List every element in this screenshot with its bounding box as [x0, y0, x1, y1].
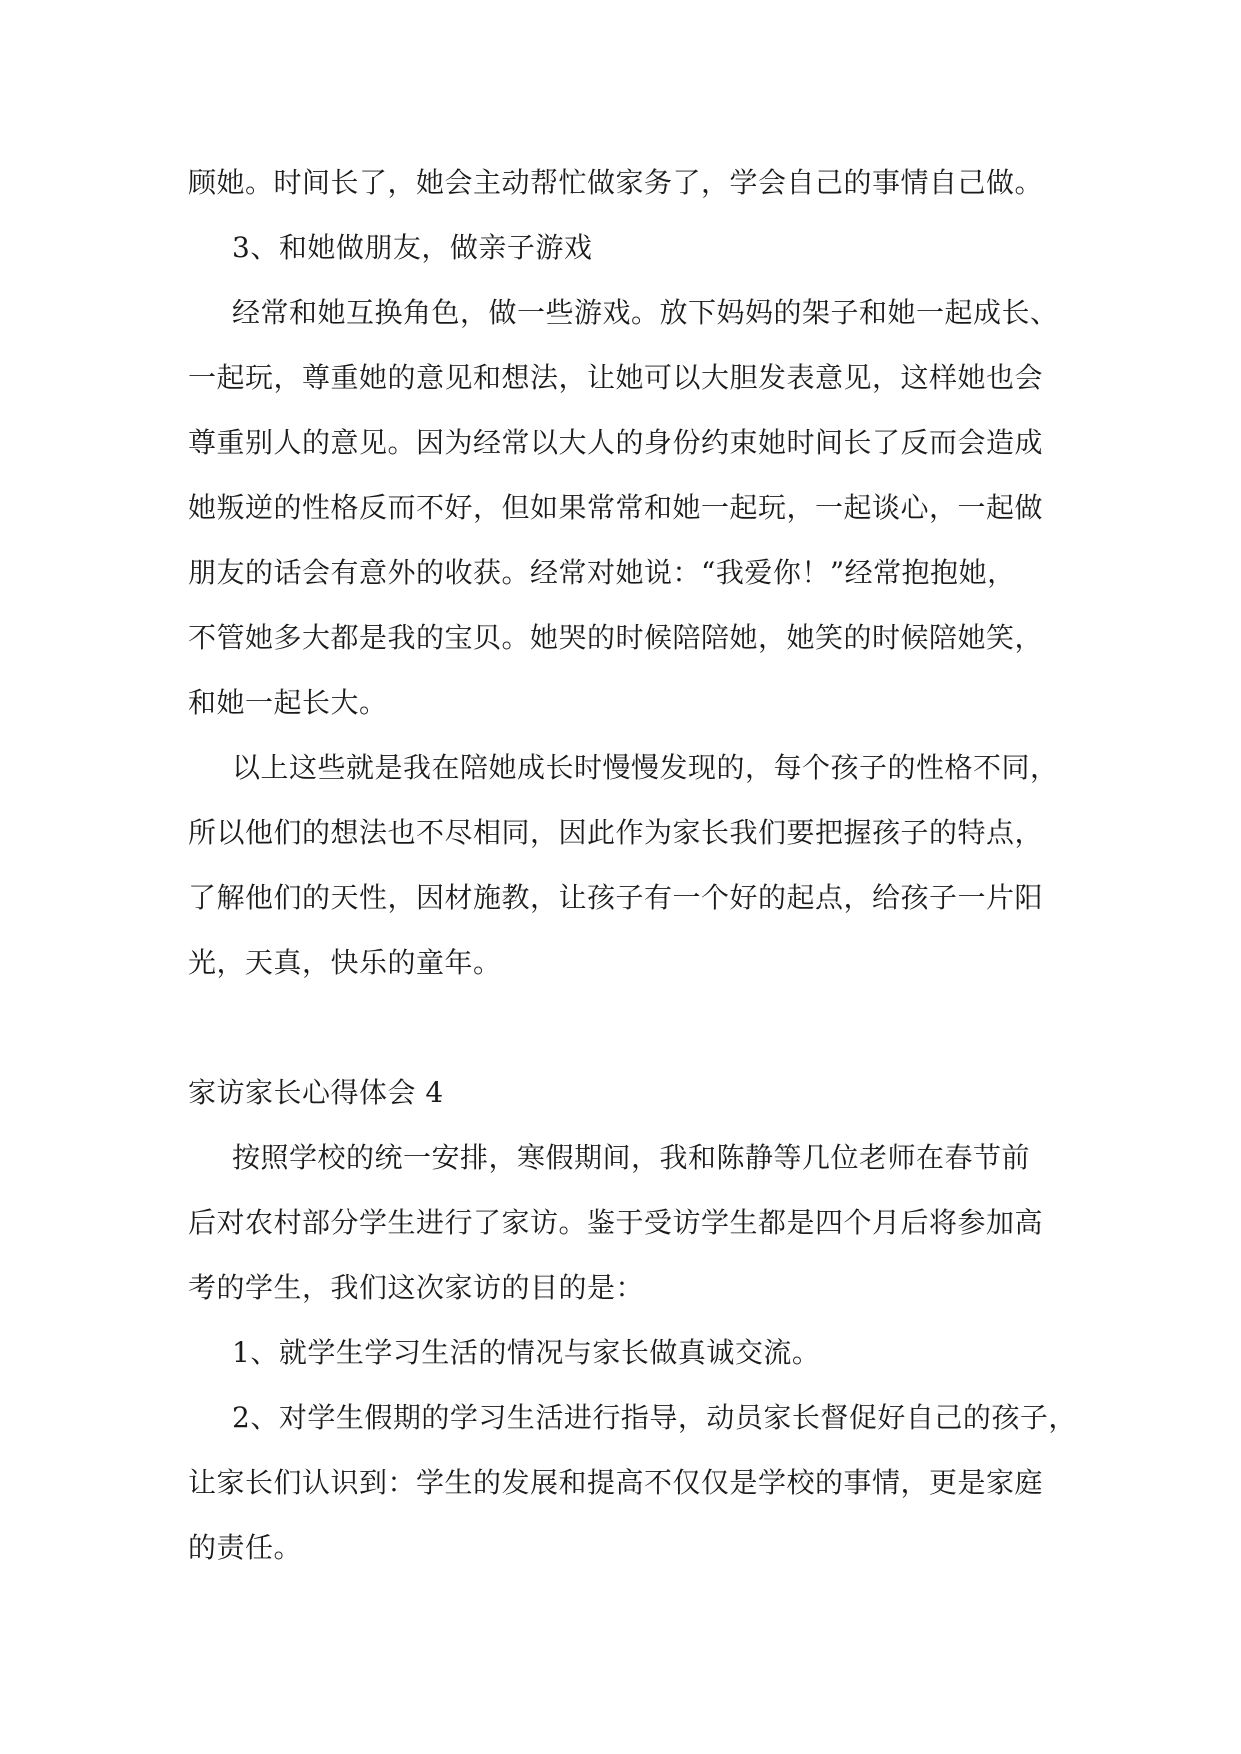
paragraph-start-line: 按照学校的统一安排，寒假期间，我和陈静等几位老师在春节前: [232, 1141, 1031, 1174]
text-line: 朋友的话会有意外的收获。经常对她说：“我爱你！”经常抱抱她，: [188, 556, 1016, 589]
list-item: 2、对学生假期的学习生活进行指导，动员家长督促好自己的孩子，: [232, 1401, 1077, 1434]
text-line: 一起玩，尊重她的意见和想法，让她可以大胆发表意见，这样她也会: [188, 361, 1044, 394]
list-item: 3、和她做朋友，做亲子游戏: [232, 231, 593, 264]
text-line: 她叛逆的性格反而不好，但如果常常和她一起玩，一起谈心，一起做: [188, 491, 1044, 524]
text-line: 让家长们认识到：学生的发展和提高不仅仅是学校的事情，更是家庭: [188, 1466, 1044, 1499]
text-line: 顾她。时间长了，她会主动帮忙做家务了，学会自己的事情自己做。: [188, 166, 1044, 199]
text-line: 考的学生，我们这次家访的目的是：: [188, 1271, 645, 1304]
text-line: 的责任。: [188, 1531, 303, 1564]
text-line: 后对农村部分学生进行了家访。鉴于受访学生都是四个月后将参加高: [188, 1206, 1044, 1239]
list-item: 1、就学生学习生活的情况与家长做真诚交流。: [232, 1336, 821, 1369]
text-line: 了解他们的天性，因材施教，让孩子有一个好的起点，给孩子一片阳: [188, 881, 1044, 914]
text-line: 光，天真，快乐的童年。: [188, 946, 502, 979]
text-line: 尊重别人的意见。因为经常以大人的身份约束她时间长了反而会造成: [188, 426, 1044, 459]
section-heading: 家访家长心得体会 4: [188, 1076, 444, 1109]
text-line: 所以他们的想法也不尽相同，因此作为家长我们要把握孩子的特点，: [188, 816, 1044, 849]
paragraph-start-line: 以上这些就是我在陪她成长时慢慢发现的，每个孩子的性格不同，: [232, 751, 1059, 784]
text-line: 不管她多大都是我的宝贝。她哭的时候陪陪她，她笑的时候陪她笑，: [188, 621, 1044, 654]
paragraph-start-line: 经常和她互换角色，做一些游戏。放下妈妈的架子和她一起成长、: [232, 296, 1059, 329]
text-line: 和她一起长大。: [188, 686, 388, 719]
